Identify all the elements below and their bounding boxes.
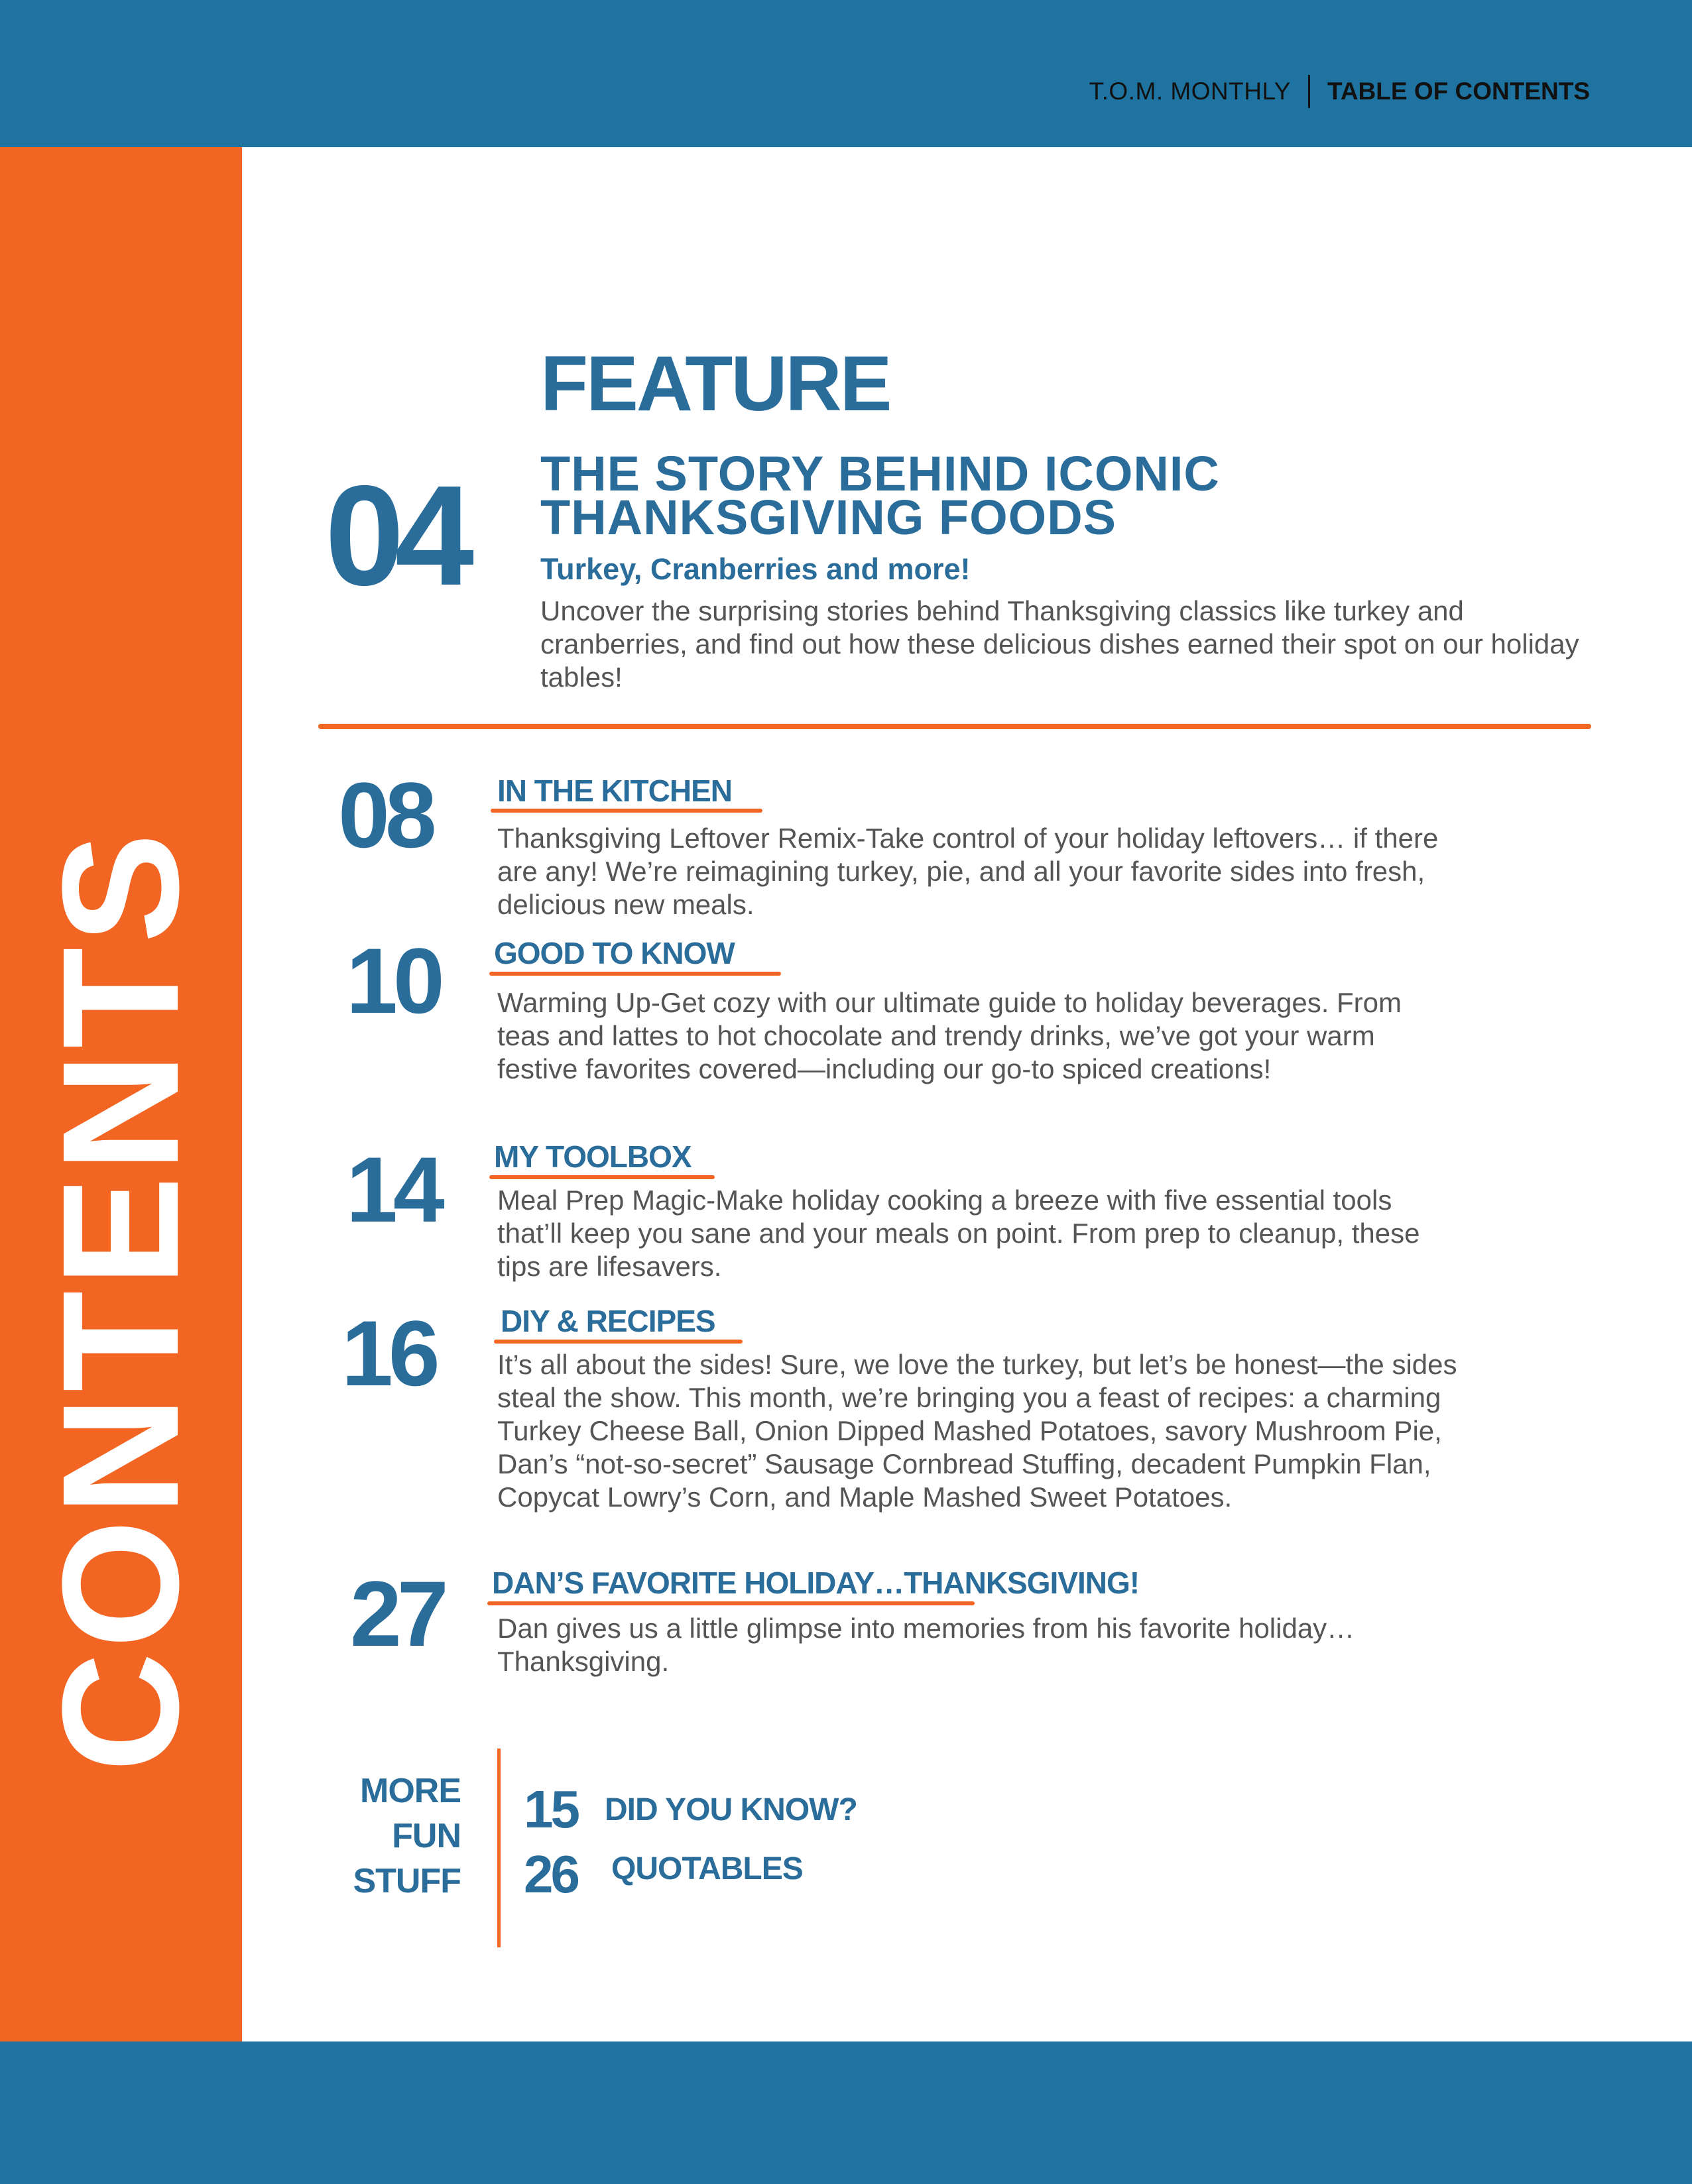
entry-heading: MY TOOLBOX (494, 1139, 692, 1174)
more-divider (497, 1749, 501, 1947)
heading-underline (489, 972, 781, 976)
more-label-line: FUN (392, 1817, 461, 1855)
footer-band (0, 2041, 1692, 2184)
section-title: TABLE OF CONTENTS (1327, 78, 1590, 105)
entry-page-number: 08 (338, 763, 432, 867)
feature-description: Uncover the surprising stories behind Thanksgiving classics like turkey and cranberries, and find out how these delicious dishes earned their spot on our holiday tables! (540, 595, 1579, 693)
more-fun-stuff-label (332, 1768, 461, 1904)
entry-heading: GOOD TO KNOW (494, 936, 735, 970)
entry-page-number: 27 (350, 1562, 444, 1666)
more-label-line: MORE (360, 1772, 461, 1810)
contents-vertical-title: CONTENTS (28, 829, 213, 1772)
entry-description: Dan gives us a little glimpse into memories from his favorite holiday…Thanksgiving. (497, 1613, 1355, 1677)
magazine-name: T.O.M. MONTHLY (1089, 78, 1291, 105)
entry-heading: IN THE KITCHEN (497, 774, 732, 808)
heading-underline (487, 1601, 975, 1605)
heading-underline (494, 1340, 743, 1344)
more-item-title: QUOTABLES (611, 1851, 803, 1886)
heading-underline (491, 809, 762, 813)
entry-description: It’s all about the sides! Sure, we love the turkey, but let’s be honest—the sides steal the show. This month, we’re bringing you a feast of recipes: a charming Turkey Cheese Ball, Onion Dipped Mashed Potatoes, savory Mushroom Pie, Dan’s “not-so-secret” Sausage Cornbread Stuffing, decadent Pumpkin Flan, Copycat Lowry’s Corn, and Maple Mashed Sweet Potatoes. (497, 1349, 1457, 1513)
running-header (1089, 72, 1590, 111)
more-page-number: 15 (524, 1780, 577, 1839)
heading-underline (489, 1175, 715, 1179)
feature-label: FEATURE (540, 340, 890, 428)
entry-description: Thanksgiving Leftover Remix-Take control of your holiday leftovers… if there are any! We’re reimagining turkey, pie, and all your favorite sides into fresh, delicious new meals. (497, 823, 1439, 920)
entry-page-number: 14 (346, 1137, 440, 1241)
entry-heading: DIY & RECIPES (501, 1304, 715, 1338)
feature-page-number: 04 (325, 455, 465, 615)
section-divider (318, 724, 1591, 729)
entry-page-number: 10 (346, 929, 440, 1033)
feature-title: THE STORY BEHIND ICONIC THANKSGIVING FOODS (540, 446, 1220, 545)
header-divider (1308, 75, 1310, 108)
contents-sidebar (0, 147, 242, 2041)
more-page-number: 26 (524, 1845, 577, 1904)
entry-heading: DAN’S FAVORITE HOLIDAY…THANKSGIVING! (492, 1566, 1140, 1600)
entry-description: Warming Up-Get cozy with our ultimate guide to holiday beverages. From teas and lattes to hot chocolate and trendy drinks, we’ve got your warm festive favorites covered—including our go-to spiced creations! (497, 987, 1402, 1084)
more-label-line: STUFF (353, 1862, 461, 1900)
entry-description: Meal Prep Magic-Make holiday cooking a breeze with five essential tools that’ll keep you sane and your meals on point. From prep to cleanup, these tips are lifesavers. (497, 1184, 1420, 1282)
entry-page-number: 16 (341, 1301, 436, 1405)
feature-subtitle: Turkey, Cranberries and more! (540, 552, 971, 586)
more-item-title: DID YOU KNOW? (605, 1792, 857, 1827)
